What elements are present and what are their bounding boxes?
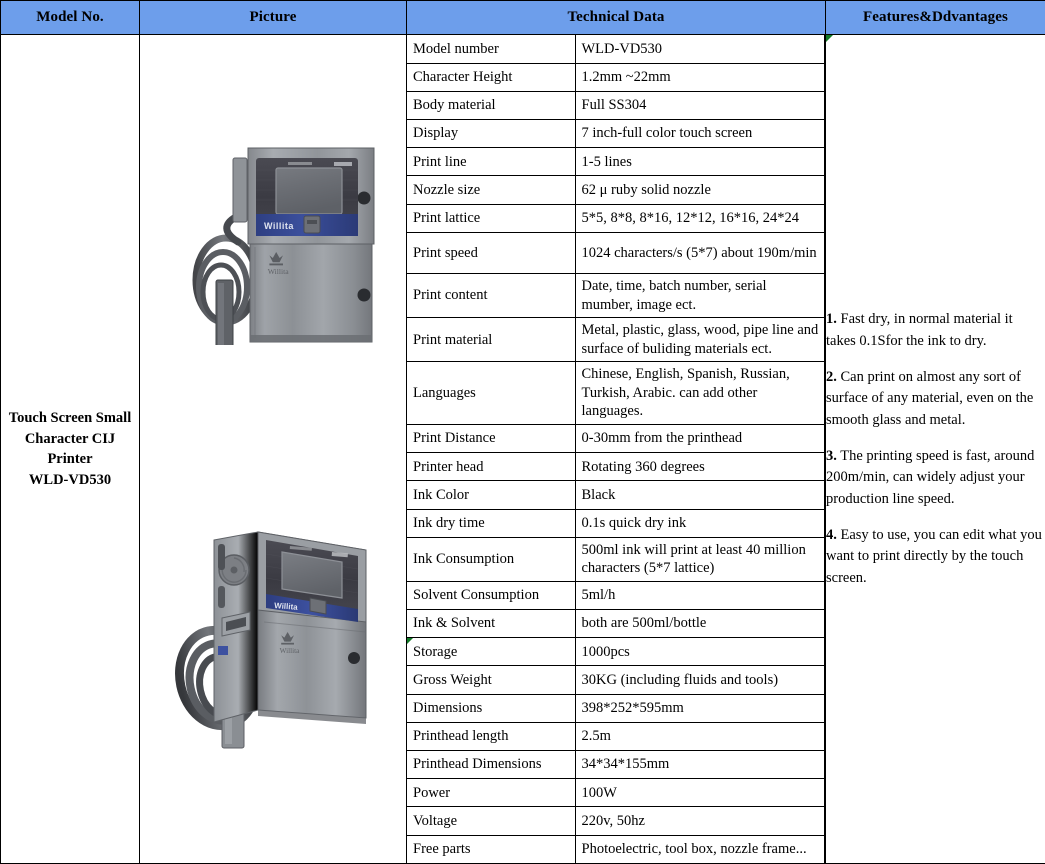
feature-number: 1. (826, 311, 837, 327)
model-no-cell (1, 35, 140, 864)
tech-value: 34*34*155mm (575, 751, 825, 779)
tech-row-character-height (407, 63, 825, 91)
tech-label: Body material (407, 91, 575, 119)
tech-row-display (407, 120, 825, 148)
feature-number: 3. (826, 448, 837, 464)
feature-text: Can print on almost any sort of surface of any material, even on the smooth glass and metal. (826, 369, 1033, 428)
table-body-row (1, 35, 1045, 864)
tech-value: 5ml/h (575, 581, 825, 609)
tech-row-body-material (407, 91, 825, 119)
picture-cell (140, 35, 407, 864)
tech-value: Black (575, 481, 825, 509)
comment-marker-icon (826, 35, 833, 42)
tech-label: Print Distance (407, 425, 575, 453)
header-features-advantages: Features&Ddvantages (826, 1, 1045, 35)
tech-value: Full SS304 (575, 91, 825, 119)
tech-value: Photoelectric, tool box, nozzle frame... (575, 835, 825, 863)
tech-row-voltage (407, 807, 825, 835)
tech-label: Dimensions (407, 694, 575, 722)
tech-label: Print content (407, 274, 575, 318)
tech-value: Date, time, batch number, serial mumber, image ect. (575, 274, 825, 318)
tech-row-storage (407, 638, 825, 666)
model-name-line-3: Printer (5, 449, 135, 470)
tech-value: 398*252*595mm (575, 694, 825, 722)
tech-row-nozzle-size (407, 176, 825, 204)
tech-label: Print speed (407, 232, 575, 273)
tech-label: Printhead Dimensions (407, 751, 575, 779)
svg-text:Willita: Willita (274, 601, 299, 612)
tech-row-print-material (407, 318, 825, 362)
tech-label: Solvent Consumption (407, 581, 575, 609)
tech-label: Voltage (407, 807, 575, 835)
tech-value: 220v, 50hz (575, 807, 825, 835)
tech-row-print-line (407, 148, 825, 176)
tech-value: 7 inch-full color touch screen (575, 120, 825, 148)
tech-row-solvent-consumption (407, 581, 825, 609)
feature-item (826, 367, 1045, 431)
model-name-line-4: WLD-VD530 (5, 470, 135, 491)
model-name (1, 408, 139, 490)
tech-value: 1000pcs (575, 638, 825, 666)
tech-row-print-distance (407, 425, 825, 453)
tech-row-free-parts (407, 835, 825, 863)
feature-text: The printing speed is fast, around 200m/min, can widely adjust your production line speed. (826, 448, 1034, 507)
tech-value: 0.1s quick dry ink (575, 509, 825, 537)
tech-value: 2.5m (575, 722, 825, 750)
tech-value: 30KG (including fluids and tools) (575, 666, 825, 694)
tech-label: Ink & Solvent (407, 610, 575, 638)
tech-value: WLD-VD530 (575, 35, 825, 63)
tech-label: Power (407, 779, 575, 807)
tech-value: Chinese, English, Spanish, Russian, Turkish, Arabic. can add other languages. (575, 362, 825, 425)
tech-label: Model number (407, 35, 575, 63)
tech-label: Print line (407, 148, 575, 176)
tech-label: Character Height (407, 63, 575, 91)
tech-value: 100W (575, 779, 825, 807)
tech-row-dimensions (407, 694, 825, 722)
feature-item (826, 446, 1045, 510)
feature-text: Easy to use, you can edit what you want to print directly by the touch screen. (826, 527, 1042, 586)
feature-number: 2. (826, 369, 837, 385)
tech-label: Print lattice (407, 204, 575, 232)
tech-row-print-content (407, 274, 825, 318)
tech-label: Languages (407, 362, 575, 425)
technical-data-body (407, 35, 825, 863)
table-header-row (1, 1, 1045, 35)
header-model-no: Model No. (1, 1, 140, 35)
tech-label: Storage (407, 638, 575, 666)
tech-label: Free parts (407, 835, 575, 863)
svg-text:Willita: Willita (268, 267, 290, 276)
tech-label: Ink Color (407, 481, 575, 509)
tech-row-print-speed (407, 232, 825, 273)
tech-value: 5*5, 8*8, 8*16, 12*12, 16*16, 24*24 (575, 204, 825, 232)
feature-number: 4. (826, 527, 837, 543)
tech-label: Printer head (407, 453, 575, 481)
tech-value: 1.2mm ~22mm (575, 63, 825, 91)
tech-row-print-lattice (407, 204, 825, 232)
tech-value: Metal, plastic, glass, wood, pipe line and surface of buliding materials ect. (575, 318, 825, 362)
tech-label: Printhead length (407, 722, 575, 750)
svg-text:Willita: Willita (280, 647, 300, 655)
tech-row-printhead-length (407, 722, 825, 750)
header-technical-data: Technical Data (407, 1, 826, 35)
tech-row-power (407, 779, 825, 807)
tech-label: Nozzle size (407, 176, 575, 204)
tech-label: Gross Weight (407, 666, 575, 694)
tech-row-printhead-dimensions (407, 751, 825, 779)
tech-row-languages (407, 362, 825, 425)
tech-value: both are 500ml/bottle (575, 610, 825, 638)
tech-value: 0-30mm from the printhead (575, 425, 825, 453)
features-advantages-cell (826, 35, 1045, 864)
tech-row-ink-consumption (407, 537, 825, 581)
tech-row-model-number (407, 35, 825, 63)
tech-row-ink-dry-time (407, 509, 825, 537)
tech-value: Rotating 360 degrees (575, 453, 825, 481)
tech-label: Print material (407, 318, 575, 362)
tech-row-ink-color (407, 481, 825, 509)
tech-row-printer-head (407, 453, 825, 481)
model-name-line-1: Touch Screen Small (5, 408, 135, 429)
tech-row-ink-and-solvent (407, 610, 825, 638)
tech-value: 1-5 lines (575, 148, 825, 176)
tech-value: 1024 characters/s (5*7) about 190m/min (575, 232, 825, 273)
feature-item (826, 309, 1045, 352)
svg-text:Willita: Willita (264, 221, 294, 231)
tech-label: Ink dry time (407, 509, 575, 537)
tech-value: 62 μ ruby solid nozzle (575, 176, 825, 204)
tech-label: Display (407, 120, 575, 148)
technical-data-cell (407, 35, 826, 864)
features-list (826, 309, 1045, 588)
cij-printer-angled-view-image (170, 510, 385, 755)
cij-printer-front-view-image (188, 130, 383, 345)
header-picture: Picture (140, 1, 407, 35)
tech-value: 500ml ink will print at least 40 million characters (5*7 lattice) (575, 537, 825, 581)
model-name-line-2: Character CIJ (5, 429, 135, 450)
tech-row-gross-weight (407, 666, 825, 694)
tech-label: Ink Consumption (407, 537, 575, 581)
technical-data-table (407, 35, 825, 863)
feature-item (826, 525, 1045, 589)
feature-text: Fast dry, in normal material it takes 0.1Sfor the ink to dry. (826, 311, 1013, 348)
